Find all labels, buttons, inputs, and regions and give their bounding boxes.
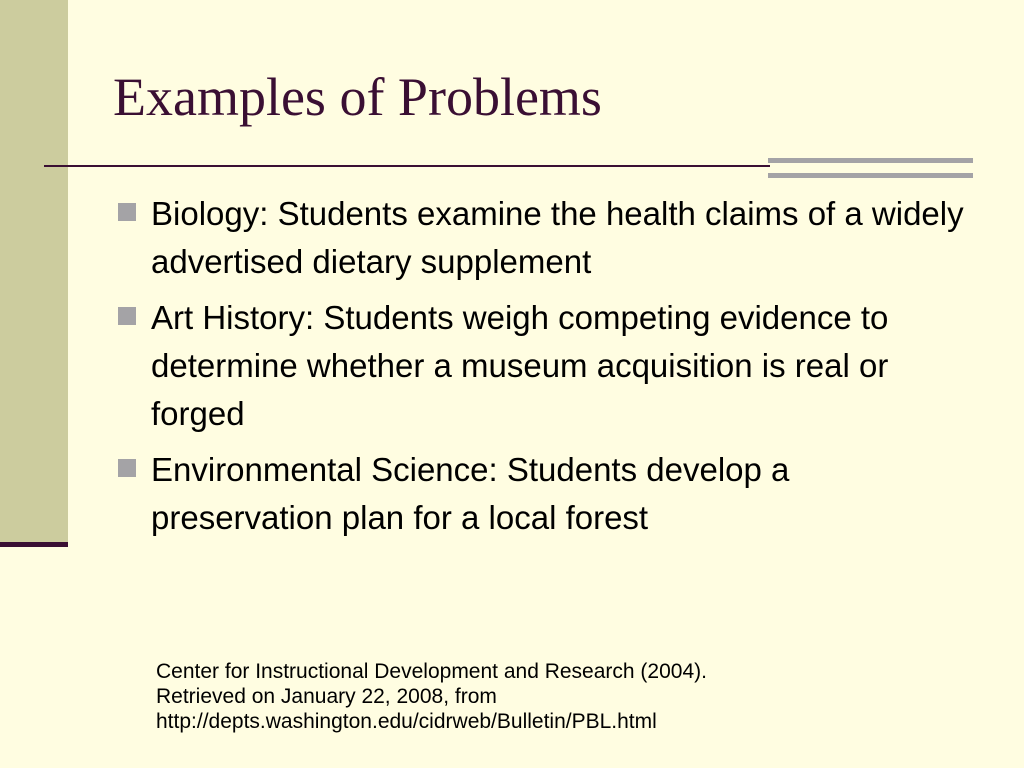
- accent-bar-bottom: [768, 173, 973, 178]
- bullet-item-art-history: [113, 294, 973, 438]
- title-underline-rule: [44, 165, 770, 167]
- bullet-item-environmental-science: [113, 446, 973, 542]
- square-bullet-icon: [118, 459, 136, 477]
- left-decorative-band: [0, 0, 68, 544]
- accent-bar-top: [768, 158, 973, 163]
- bullet-item-biology: [113, 190, 973, 286]
- citation-line-3: http://depts.washington.edu/cidrweb/Bulletin/PBL.html: [156, 710, 657, 733]
- square-bullet-icon: [118, 307, 136, 325]
- bullet-text: Art History: Students weigh competing evidence to determine whether a museum acquisition is real or forged: [151, 299, 889, 432]
- square-bullet-icon: [118, 203, 136, 221]
- bullet-text: Environmental Science: Students develop a preservation plan for a local forest: [151, 451, 790, 536]
- slide-title: Examples of Problems: [113, 67, 602, 127]
- citation: [156, 659, 707, 734]
- bullet-text: Biology: Students examine the health claims of a widely advertised dietary supplement: [151, 195, 964, 280]
- citation-line-1: Center for Instructional Development and Research (2004).: [156, 660, 707, 683]
- left-band-accent-line: [0, 542, 68, 547]
- bullet-list: [113, 190, 973, 550]
- citation-line-2: Retrieved on January 22, 2008, from: [156, 685, 497, 708]
